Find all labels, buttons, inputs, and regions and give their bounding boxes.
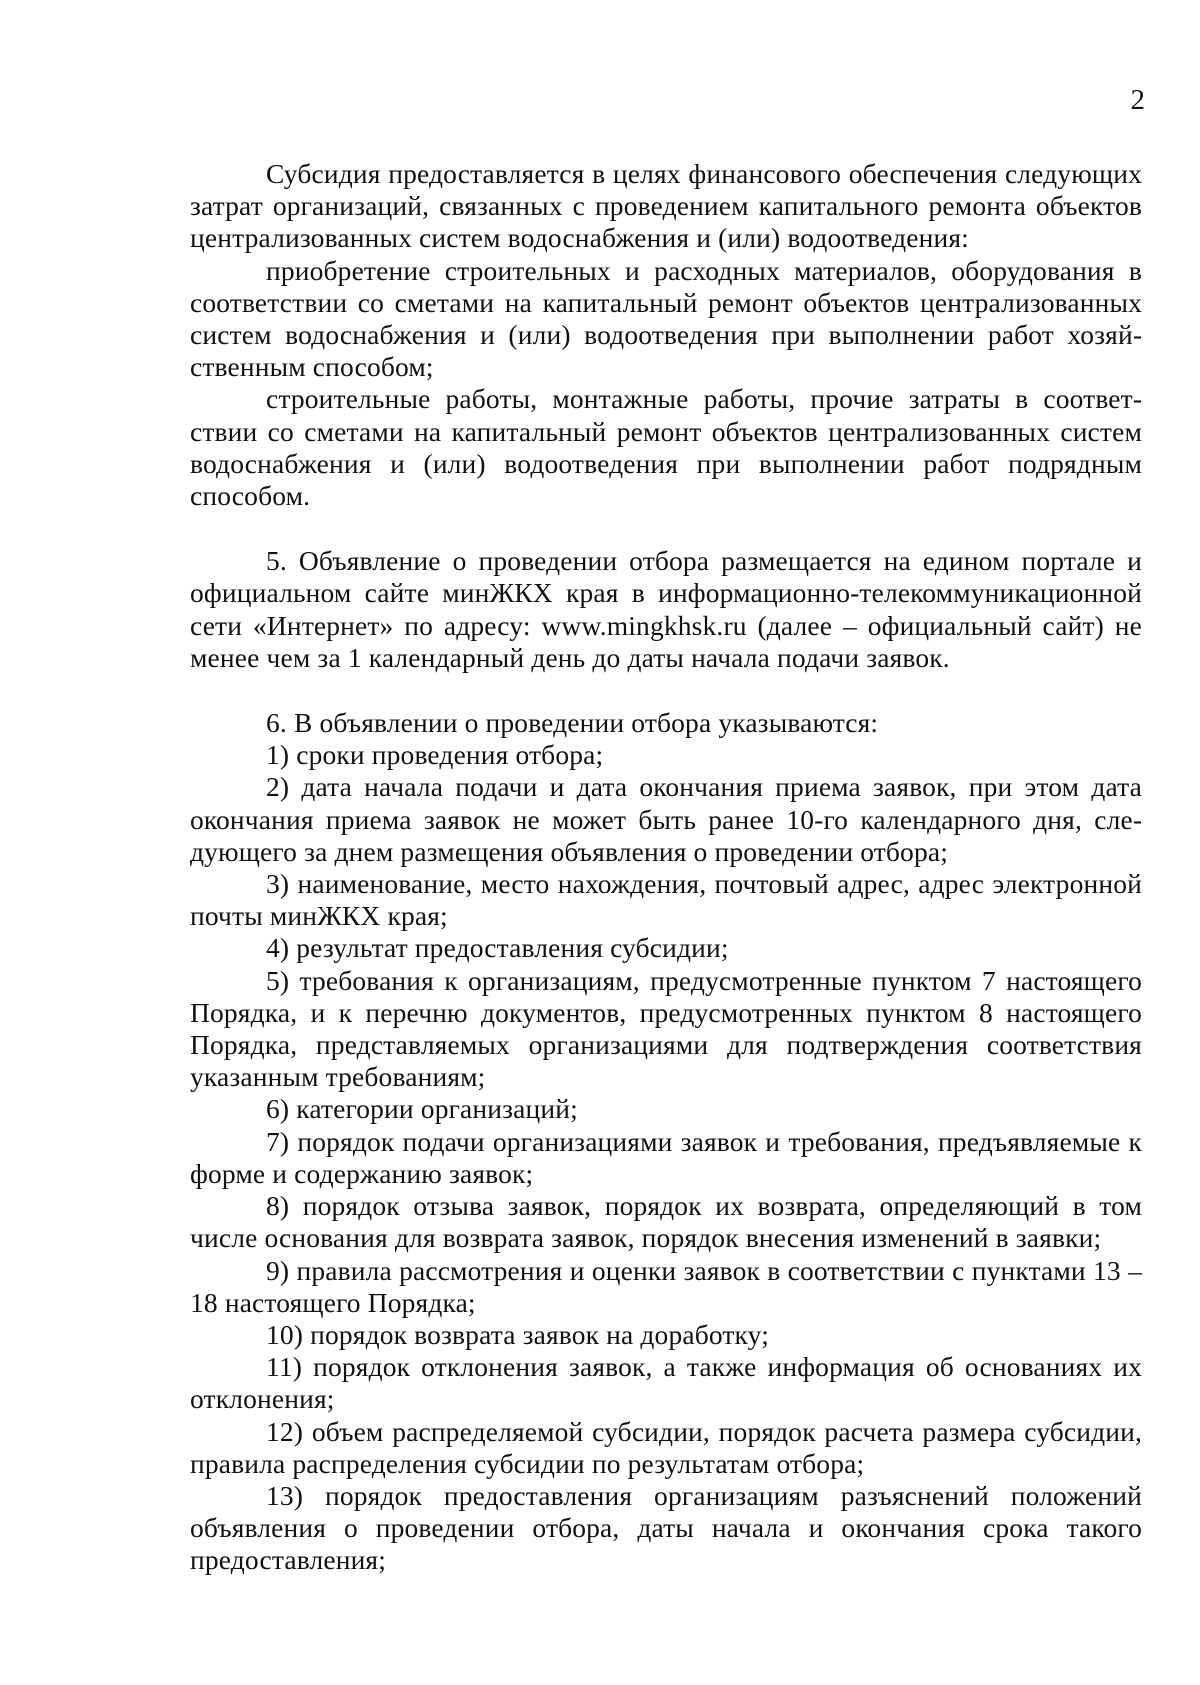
paragraph-materials: приобретение строительных и расходных материалов, оборудования в соответствии со сметами на капитальный ремонт объектов централизованных систем водоснабжения и (или) водоотведения при выполнении работ хозяйственным способом; bbox=[190, 254, 1142, 383]
list-item-7: 7) порядок подачи организациями заявок и требования, предъявляемые к форме и содержанию заявок; bbox=[190, 1125, 1142, 1189]
page-number: 2 bbox=[1130, 84, 1145, 116]
list-item-6: 6) категории организаций; bbox=[266, 1093, 578, 1125]
list-item-1: 1) сроки проведения отбора; bbox=[266, 739, 604, 771]
list-item-11: 11) порядок отклонения заявок, а также информация об основаниях их отклонения; bbox=[190, 1351, 1142, 1415]
list-item-2: 2) дата начала подачи и дата окончания приема заявок, при этом дата окончания приема заявок не может быть ранее 10-го календарного дня, следующего за днем размещения объявления о проведении отбора; bbox=[190, 771, 1142, 867]
paragraph-subsidy-purpose: Субсидия предоставляется в целях финансового обеспечения следующих затрат организаций, связанных с проведением капитального ремонта объектов централизованных систем водоснабжения и (или) водоотведения: bbox=[190, 158, 1142, 254]
list-item-3: 3) наименование, место нахождения, почтовый адрес, адрес электронной почты минЖКХ края; bbox=[190, 868, 1142, 932]
paragraph-construction-works: строительные работы, монтажные работы, прочие затраты в соответствии со сметами на капитальный ремонт объектов централизованных систем водоснабжения и (или) водоотведения при выполнении работ подрядным способом. bbox=[190, 383, 1142, 512]
list-item-12: 12) объем распределяемой субсидии, порядок расчета размера субсидии, правила распределения субсидии по результатам отбора; bbox=[190, 1415, 1142, 1479]
list-item-13: 13) порядок предоставления организациям разъяснений положений объявления о проведении отбора, даты начала и окончания срока такого предоставления; bbox=[190, 1479, 1142, 1576]
document-body bbox=[190, 158, 1142, 1577]
list-item-8: 8) порядок отзыва заявок, порядок их возврата, определяющий в том числе основания для возврата заявок, порядок внесения изменений в заявки; bbox=[190, 1190, 1142, 1254]
list-item-5: 5) требования к организациям, предусмотренные пунктом 7 настоящего Порядка, и к перечню документов, предусмотренных пунктом 8 настоящего Порядка, представляемых организациями для подтверждения соответствия указанным требованиям; bbox=[190, 964, 1142, 1093]
paragraph-item-5-announcement: 5. Объявление о проведении отбора размещается на едином портале и официальном сайте минЖКХ края в информационно-телекоммуникационной сети «Интернет» по адресу: www.mingkhsk.ru (далее – официальный сайт) не менее чем за 1 календарный день до даты начала подачи заявок. bbox=[190, 545, 1142, 673]
list-item-9: 9) правила рассмотрения и оценки заявок в соответствии с пунктами 13 – 18 настоящего Порядка; bbox=[190, 1254, 1142, 1318]
list-item-10: 10) порядок возврата заявок на доработку; bbox=[266, 1318, 769, 1350]
paragraph-item-6-heading: 6. В объявлении о проведении отбора указываются: bbox=[266, 707, 879, 739]
list-item-4: 4) результат предоставления субсидии; bbox=[266, 932, 729, 964]
